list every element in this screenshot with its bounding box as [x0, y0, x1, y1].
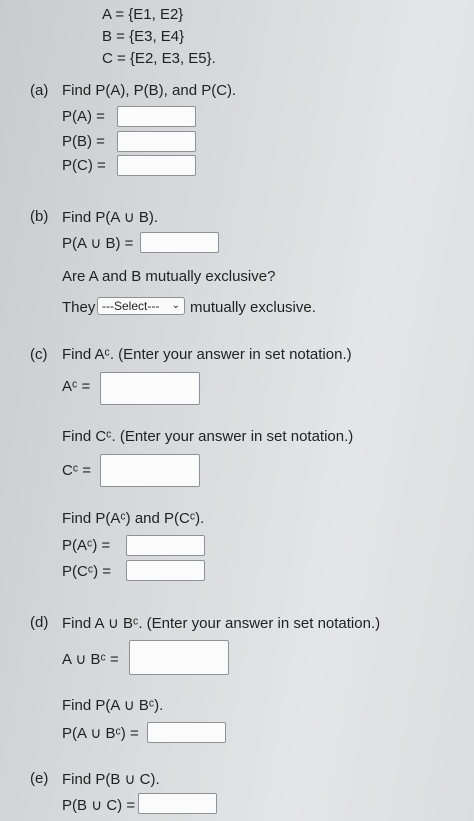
c-complement-input[interactable] [100, 454, 200, 487]
p-a-union-b-input[interactable] [140, 232, 219, 253]
pb-input[interactable] [117, 131, 196, 152]
part-c-prompt-2: Find Cᶜ. (Enter your answer in set notation.) [62, 428, 354, 445]
part-b-prompt: Find P(A ∪ B). [62, 209, 159, 226]
a-union-b-complement-input[interactable] [129, 640, 229, 675]
pa-label: P(A) = [62, 108, 105, 125]
p-a-complement-input[interactable] [126, 535, 205, 556]
select-value: ---Select--- [102, 299, 160, 313]
part-a-marker: (a) [30, 82, 49, 99]
p-a-union-b-label: P(A ∪ B) = [62, 235, 134, 252]
a-complement-label: Aᶜ = [62, 378, 91, 395]
a-union-b-complement-label: A ∪ Bᶜ = [62, 651, 119, 668]
part-b-marker: (b) [30, 208, 49, 225]
mutually-exclusive-select[interactable] [97, 297, 185, 315]
chevron-down-icon: ⌄ [171, 300, 180, 311]
pc-input[interactable] [117, 155, 196, 176]
p-a-union-b-complement-label: P(A ∪ Bᶜ) = [62, 725, 139, 742]
a-complement-input[interactable] [100, 372, 200, 405]
part-c-prompt-1: Find Aᶜ. (Enter your answer in set notation.) [62, 346, 352, 363]
set-a-definition: A = {E1, E2} [102, 6, 184, 23]
mutually-exclusive-tail: mutually exclusive. [190, 299, 316, 316]
c-complement-label: Cᶜ = [62, 462, 92, 479]
set-b-definition: B = {E3, E4} [102, 28, 185, 45]
part-e-prompt: Find P(B ∪ C). [62, 771, 160, 788]
part-d-prompt-1: Find A ∪ Bᶜ. (Enter your answer in set notation.) [62, 615, 381, 632]
mutually-exclusive-question: Are A and B mutually exclusive? [62, 268, 276, 285]
set-c-definition: C = {E2, E3, E5}. [102, 50, 216, 67]
part-a-prompt: Find P(A), P(B), and P(C). [62, 82, 237, 99]
p-b-union-c-label: P(B ∪ C) = [62, 797, 136, 814]
pa-input[interactable] [117, 106, 196, 127]
part-d-prompt-2: Find P(A ∪ Bᶜ). [62, 697, 164, 714]
they-label: They [62, 299, 96, 316]
pb-label: P(B) = [62, 133, 105, 150]
part-d-marker: (d) [30, 614, 49, 631]
p-c-complement-label: P(Cᶜ) = [62, 563, 112, 580]
p-c-complement-input[interactable] [126, 560, 205, 581]
pc-label: P(C) = [62, 157, 106, 174]
part-c-prompt-3: Find P(Aᶜ) and P(Cᶜ). [62, 510, 205, 527]
p-b-union-c-input[interactable] [138, 793, 217, 814]
part-e-marker: (e) [30, 770, 49, 787]
p-a-union-b-complement-input[interactable] [147, 722, 226, 743]
part-c-marker: (c) [30, 346, 48, 363]
p-a-complement-label: P(Aᶜ) = [62, 537, 111, 554]
